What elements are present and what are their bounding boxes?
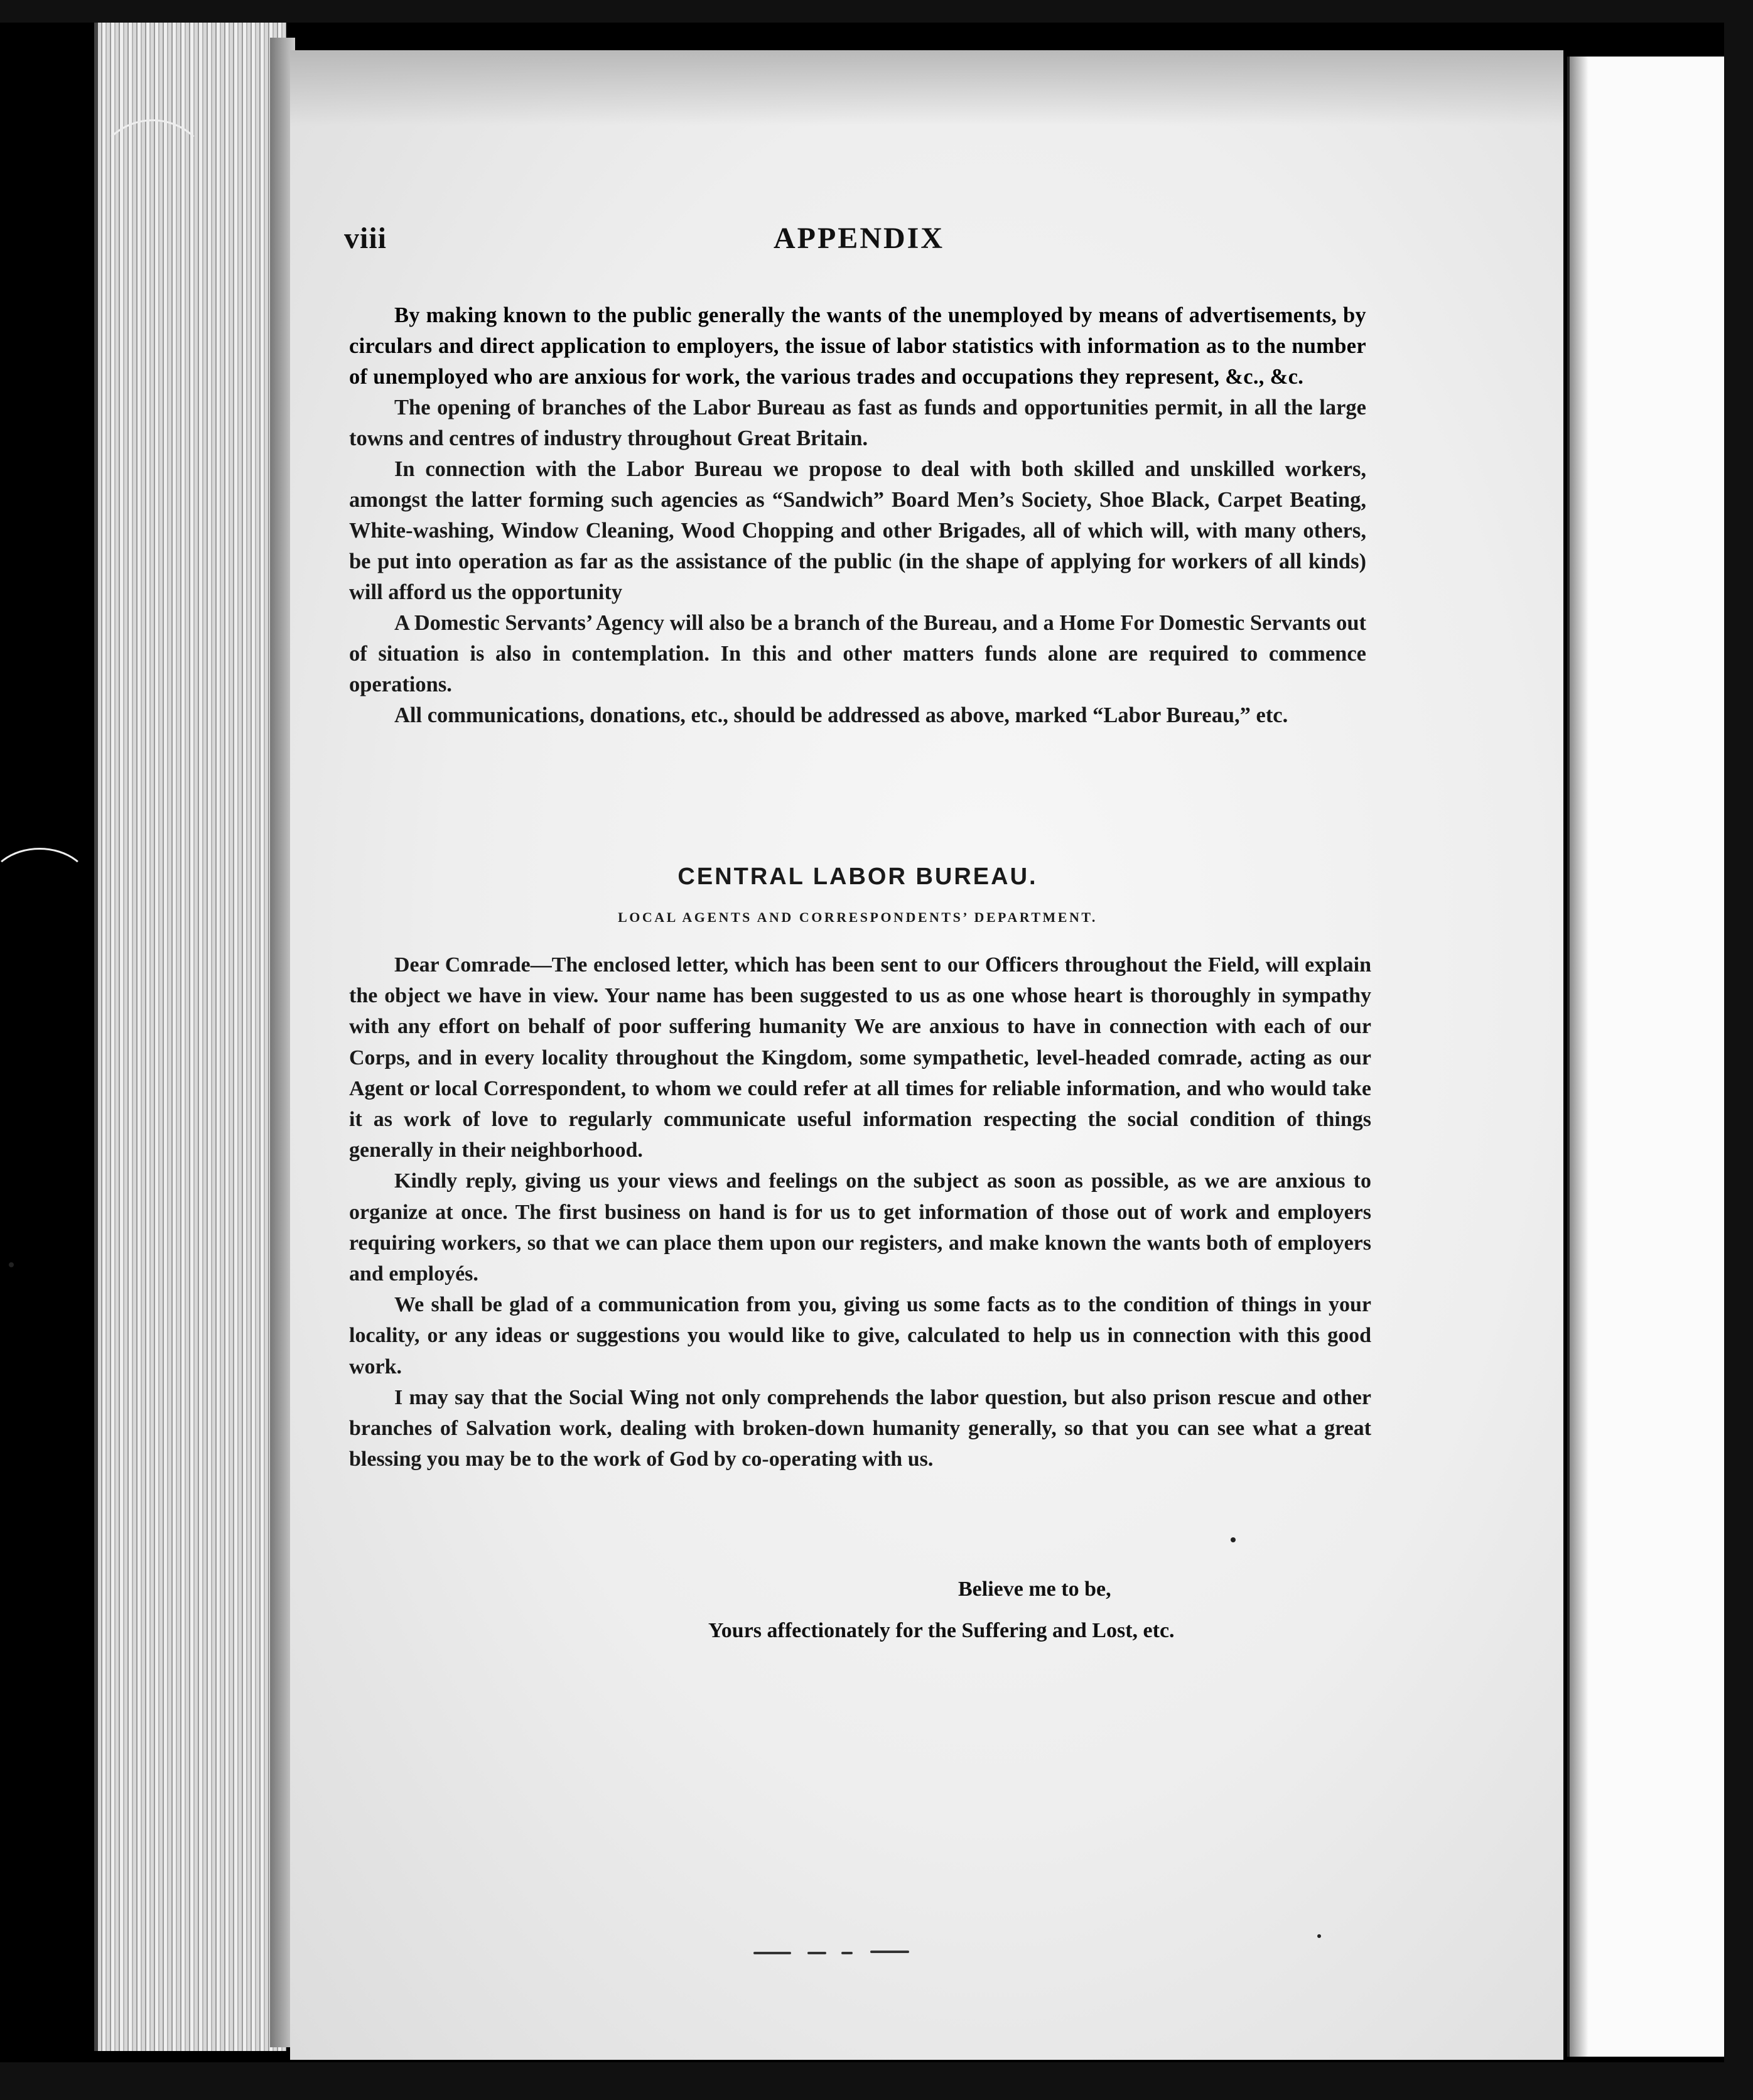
scan-artifact-curl xyxy=(0,848,92,927)
book-page-edges xyxy=(94,23,286,2051)
facing-page-shadow xyxy=(1570,57,1588,2057)
page-number: viii xyxy=(344,222,387,255)
section-subtitle: LOCAL AGENTS AND CORRESPONDENTS’ DEPARTMENT. xyxy=(618,909,1098,925)
scan-border-top xyxy=(0,0,1753,23)
print-speck xyxy=(1231,1537,1236,1542)
paragraph: A Domestic Servants’ Agency will also be a branch of the Bureau, and a Home For Domestic Servants out of situation is also in contemplation. In this and other matters funds alone are required to commence operations. xyxy=(349,611,1366,696)
closing-line: Believe me to be, xyxy=(958,1578,1111,1601)
paragraph: I may say that the Social Wing not only comprehends the labor question, but also prison rescue and other branches of Salvation work, dealing with broken-down humanity generally, so that you can see what a great blessing you may be to the work of God by co-operating with us. xyxy=(349,1385,1371,1471)
section-heading xyxy=(349,859,1366,927)
print-speck xyxy=(1317,1934,1321,1938)
intro-text xyxy=(349,300,1366,731)
running-head xyxy=(344,221,972,265)
facing-page xyxy=(1567,57,1724,2057)
running-title: APPENDIX xyxy=(774,222,944,255)
paragraph: In connection with the Labor Bureau we propose to deal with both skilled and unskilled workers, amongst the latter forming such agencies as “Sandwich” Board Men’s Society, Shoe Black, Carpet Beating, White-washing, Window Cleaning, Wood Chopping and other Brigades, all of which will, with many others, be put into operation as far as the assistance of the public (in the shape of applying for workers of all kinds) will afford us the opportunity xyxy=(349,457,1366,604)
print-smudge xyxy=(753,1952,791,1954)
paragraph: Dear Comrade—The enclosed letter, which has been sent to our Officers throughout the Field, will explain the object we have in view. Your name has been suggested to us as one whose heart is thoroughly in sympathy with any effort on behalf of poor suffering humanity We are anxious to have in connection with each of our Corps, and in every locality throughout the Kingdom, some sympathetic, level-headed comrade, acting as our Agent or local Correspondent, to whom we could refer at all times for reliable information, and who would take it as work of love to regularly communicate useful information respecting the social condition of things generally in their neighborhood. xyxy=(349,953,1371,1162)
closing-line: Yours affectionately for the Suffering and Lost, etc. xyxy=(708,1619,1175,1642)
print-smudge xyxy=(870,1951,909,1953)
print-speck xyxy=(9,1262,14,1267)
scan-border-right xyxy=(1724,0,1753,2100)
paragraph: All communications, donations, etc., should be addressed as above, marked “Labor Bureau,” etc. xyxy=(394,703,1288,727)
letter-body xyxy=(349,950,1371,1475)
paragraph: The opening of branches of the Labor Bureau as fast as funds and opportunities permit, in all the large towns and centres of industry throughout Great Britain. xyxy=(349,396,1366,450)
scan-artifact-curl xyxy=(94,119,211,230)
print-smudge xyxy=(841,1952,853,1954)
paragraph: By making known to the public generally the wants of the unemployed by means of advertisements, by circulars and direct application to employers, the issue of labor statistics with information as to the number of unemployed who are anxious for work, the various trades and occupations they represent, &c., &c. xyxy=(349,303,1366,389)
section-title: CENTRAL LABOR BUREAU. xyxy=(677,863,1038,890)
print-smudge xyxy=(807,1952,826,1954)
paragraph: We shall be glad of a communication from you, giving us some facts as to the condition of things in your locality, or any ideas or suggestions you would like to give, calculated to help us in connection with this good work. xyxy=(349,1293,1371,1378)
page-top-shadow xyxy=(290,50,1563,126)
paragraph: Kindly reply, giving us your views and feelings on the subject as soon as possible, as we are anxious to organize at once. The first business on hand is for us to get information of those out of work and employers requiring workers, so that we can place them upon our registers, and make known the wants both of employers and employés. xyxy=(349,1169,1371,1286)
scan-border-bottom xyxy=(0,2062,1753,2100)
